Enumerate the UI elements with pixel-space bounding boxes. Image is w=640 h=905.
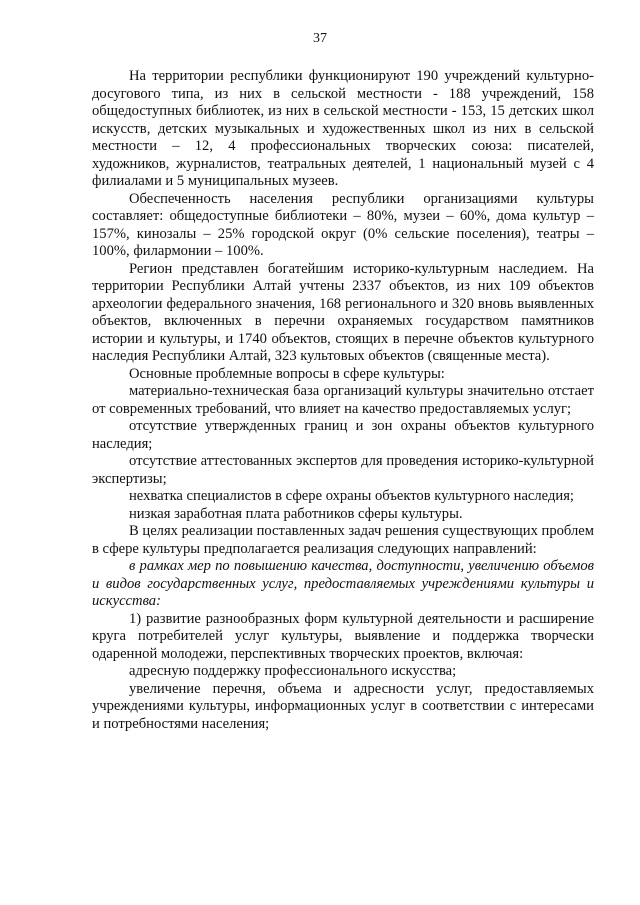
paragraph-directions-intro: В целях реализации поставленных задач решения существующих проблем в сфере культуры предполагается реализация следующих направлений: xyxy=(92,523,594,557)
subitem: адресную поддержку профессионального искусства; xyxy=(129,663,457,679)
subitem: увеличение перечня, объема и адресности услуг, предоставляемых учреждениями культуры, информационных услуг в соответствии с интересами и потребностями населения; xyxy=(92,680,594,732)
problem-item: материально-техническая база организаций культуры значительно отстает от современных требований, что влияет на качество предоставляемых услуг; xyxy=(92,383,594,417)
paragraph-measures-italic: в рамках мер по повышению качества, доступности, увеличению объемов и видов государственных услуг, предоставляемых учреждениями культуры и искусства: xyxy=(92,558,594,609)
numbered-item-1: 1) развитие разнообразных форм культурной деятельности и расширение круга потребителей услуг культуры, выявление и поддержка творчески одаренной молодежи, перспективных творческих проектов, включая: xyxy=(92,610,594,662)
paragraph-heritage: Регион представлен богатейшим историко-культурным наследием. На территории Республики Алтай учтены 2337 объектов, из них 109 объектов археологии федерального значения, 168 регионального и 320 вновь выявленных объектов, включенных в перечни охраняемых государством памятников истории и культуры, и 1740 объектов, стоящих в перечне объектов культурного наследия Республики Алтай, 323 культовых объектов (священные места). xyxy=(92,260,594,364)
document-body xyxy=(92,68,594,733)
problem-item: низкая заработная плата работников сферы культуры. xyxy=(129,505,463,522)
paragraph-provision: Обеспеченность населения республики организациями культуры составляет: общедоступные библиотеки – 80%, музеи – 60%, дома культур – 157%, кинозалы – 25% городской округ (0% сельские поселения), театры – 100%, филармонии – 100%. xyxy=(92,190,594,259)
paragraph-problems-heading: Основные проблемные вопросы в сфере культуры: xyxy=(129,365,445,382)
problem-item: нехватка специалистов в сфере охраны объектов культурного наследия; xyxy=(129,488,574,504)
paragraph-institutions: На территории республики функционируют 190 учреждений культурно-досугового типа, из них в сельской местности - 188 учреждений, 158 общедоступных библиотек, из них в сельской местности - 153, 15 детских школ искусств, детских музыкальных и художественных школ из них в сельской местности – 12, 4 профессиональных творческих союза: писателей, художников, журналистов, театральных деятелей, 1 национальный музей с 4 филиалами и 5 муниципальных музеев. xyxy=(92,68,594,189)
page-number: 37 xyxy=(313,31,327,46)
problem-item: отсутствие утвержденных границ и зон охраны объектов культурного наследия; xyxy=(92,418,594,452)
problem-item: отсутствие аттестованных экспертов для проведения историко-культурной экспертизы; xyxy=(92,453,594,487)
